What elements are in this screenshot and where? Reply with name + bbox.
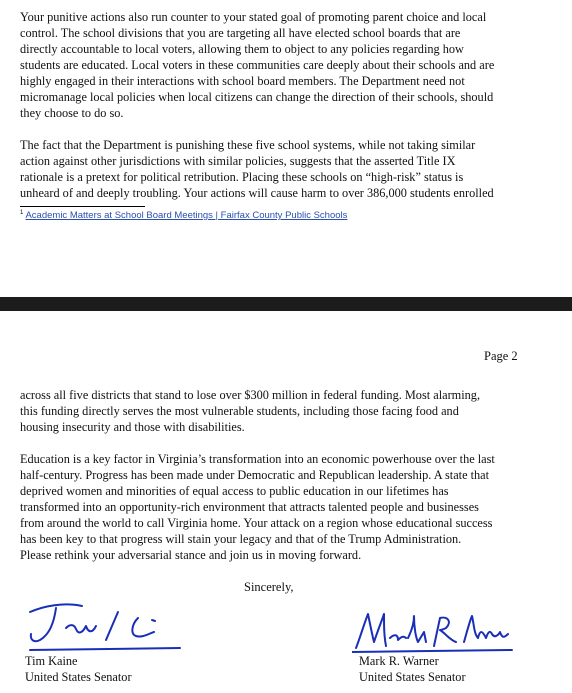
footnote bbox=[20, 210, 347, 221]
text-line: transformed into an opportunity-rich environment that attracts talented people and businesses bbox=[20, 500, 479, 514]
signature-tim-kaine bbox=[20, 596, 190, 658]
page-break-bar bbox=[0, 297, 572, 311]
paragraph-funding bbox=[20, 387, 520, 435]
text-line: this funding directly serves the most vulnerable students, including those facing food and bbox=[20, 404, 459, 418]
text-line: control. The school divisions that you are targeting all have elected school boards that are bbox=[20, 26, 461, 40]
text-line: they choose to do so. bbox=[20, 106, 124, 120]
text-line: students are educated. Local voters in these communities care deeply about their schools and are bbox=[20, 58, 495, 72]
footnote-divider bbox=[20, 206, 145, 207]
text-line: directly accountable to local voters, allowing them to object to any policies regarding how bbox=[20, 42, 464, 56]
footnote-link[interactable]: Academic Matters at School Board Meetings | Fairfax County Public Schools bbox=[25, 210, 348, 222]
signature-mark-warner bbox=[352, 608, 522, 658]
paragraph-education bbox=[20, 451, 520, 563]
text-line: half-century. Progress has been made under Democratic and Republican leadership. A state that bbox=[20, 468, 490, 482]
text-line: unheard of and deeply troubling. Your actions will cause harm to over 386,000 students enrolled bbox=[20, 186, 494, 200]
paragraph-local-control bbox=[20, 9, 520, 121]
signer-name: Tim Kaine bbox=[25, 654, 78, 668]
signer-title: United States Senator bbox=[359, 670, 466, 684]
text-line: deprived women and minorities of equal access to public education in our lifetimes has bbox=[20, 484, 449, 498]
text-line: action against other jurisdictions with similar policies, suggests that the asserted Title IX bbox=[20, 154, 456, 168]
footnote-marker: 1 bbox=[20, 210, 24, 216]
text-line: Please rethink your adversarial stance and join us in moving forward. bbox=[20, 548, 362, 562]
text-line: across all five districts that stand to lose over $300 million in federal funding. Most alarming, bbox=[20, 388, 481, 402]
paragraph-retribution bbox=[20, 137, 520, 201]
closing-salutation: Sincerely, bbox=[244, 580, 294, 594]
text-line: rationale is a pretext for political retribution. Placing these schools on “high-risk” status is bbox=[20, 170, 464, 184]
text-line: from around the world to call Virginia home. Your attack on a region whose educational success bbox=[20, 516, 493, 530]
text-line: micromanage local policies when local citizens can change the direction of their schools, should bbox=[20, 90, 494, 104]
signer-name: Mark R. Warner bbox=[359, 654, 439, 668]
signer-title: United States Senator bbox=[25, 670, 132, 684]
text-line: Education is a key factor in Virginia’s transformation into an economic powerhouse over the last bbox=[20, 452, 495, 466]
text-line: Your punitive actions also run counter to your stated goal of promoting parent choice and local bbox=[20, 10, 487, 24]
text-line: highly engaged in their interactions with school board members. The Department need not bbox=[20, 74, 465, 88]
page-1 bbox=[0, 0, 572, 297]
text-line: The fact that the Department is punishing these five school systems, while not taking similar bbox=[20, 138, 476, 152]
text-line: has been key to that progress will stain your legacy and that of the Trump Administration. bbox=[20, 532, 462, 546]
page-number: Page 2 bbox=[484, 349, 518, 363]
text-line: housing insecurity and those with disabilities. bbox=[20, 420, 245, 434]
